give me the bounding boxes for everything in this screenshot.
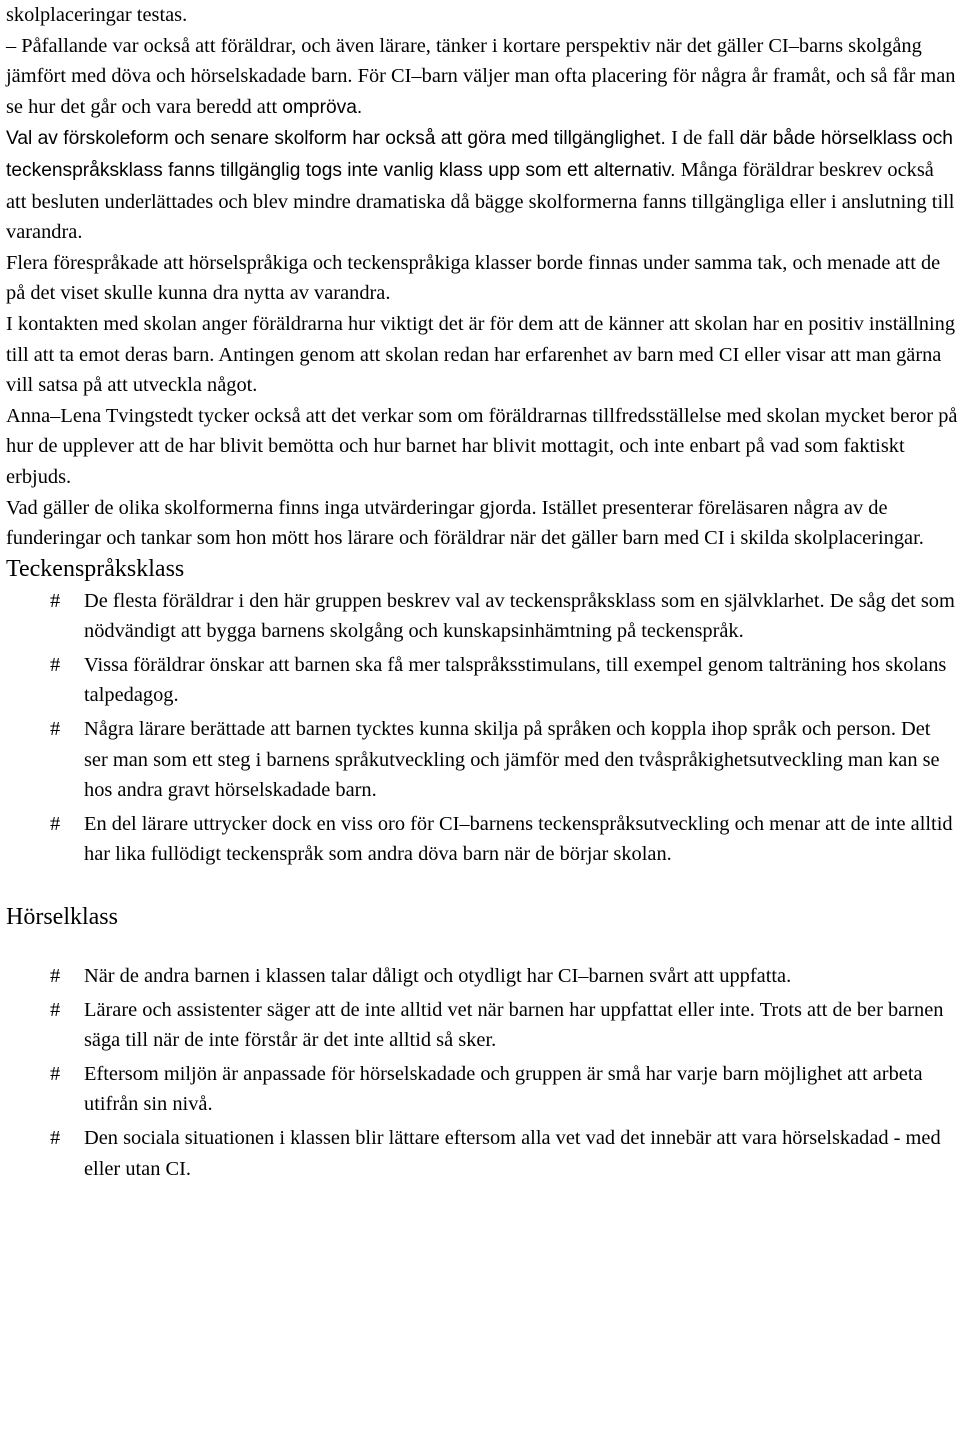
text-segment: ompröva. <box>282 96 363 118</box>
bullet-list-teckensprakklass <box>6 586 958 870</box>
section-heading-horselklass: Hörselklass <box>6 904 118 931</box>
body-text <box>6 0 958 554</box>
bullet-hash-icon: # <box>50 653 61 676</box>
text-segment: I kontakten med skolan anger föräldrarna hur viktigt det är för dem att de känner att skolan har en positiv inställning till att ta emot deras barn. Antingen genom att skolan redan har erfarenhet av barn med CI eller visar att man gärna vill satsa på att utveckla något. <box>6 312 956 397</box>
list-item <box>6 995 958 1056</box>
document-page <box>6 0 958 1187</box>
text-segment: Anna–Lena Tvingstedt tycker också att det verkar som om föräldrarnas tillfredsställelse med skolan mycket beror på hur de upplever att de har blivit bemötta och hur barnet har blivit mottagit, och inte enbart på vad som faktiskt erbjuds. <box>6 404 958 488</box>
bullet-hash-icon: # <box>50 589 61 612</box>
list-item <box>6 1123 958 1184</box>
section-heading-teckensprakklass: Teckenspråksklass <box>6 555 185 582</box>
paragraph <box>6 401 958 493</box>
bullet-hash-icon: # <box>50 1062 61 1085</box>
bullet-hash-icon: # <box>50 998 61 1021</box>
list-item <box>6 650 958 711</box>
paragraph <box>6 123 958 247</box>
bullet-list-horselklass <box>6 961 958 1184</box>
list-item-text: Eftersom miljön är anpassade för hörselskadade och gruppen är små har varje barn möjlighet att arbeta utifrån sin nivå. <box>84 1062 923 1116</box>
list-item-text: När de andra barnen i klassen talar dåligt och otydligt har CI–barnen svårt att uppfatta. <box>84 965 792 988</box>
paragraph <box>6 309 958 401</box>
list-item-text: Några lärare berättade att barnen tycktes kunna skilja på språken och koppla ihop språk och person. Det ser man som ett steg i barnens språkutveckling och jämför med den tvåspråkighetsutveckling man kan se hos andra gravt hörselskadade barn. <box>84 718 940 802</box>
bullet-hash-icon: # <box>50 718 61 741</box>
list-item-text: Lärare och assistenter säger att de inte alltid vet när barnen har uppfattat eller inte. Trots att de ber barnen säga till när de inte förstår är det inte alltid så sker. <box>84 998 944 1052</box>
text-segment: Vad gäller de olika skolformerna finns inga utvärderingar gjorda. Istället presenterar föreläsaren några av de funderingar och tankar som hon mött hos lärare och föräldrar när det gäller barn med CI i skilda skolplaceringar. <box>6 496 924 550</box>
bullet-hash-icon: # <box>50 1127 61 1149</box>
text-segment: skolplaceringar testas. <box>6 4 188 26</box>
list-item <box>6 586 958 647</box>
list-item <box>6 1059 958 1120</box>
text-segment: – Påfallande var också att föräldrar, och även lärare, tänker i kortare perspektiv när det gäller CI–barns skolgång jämfört med döva och hörselskadade barn. För CI–barn väljer man ofta placering för några år framåt, och så får man se hur det går och vara beredd att <box>6 34 956 118</box>
list-item-text: En del lärare uttrycker dock en viss oro för CI–barnens teckenspråksutveckling och menar att de inte alltid har lika fullödigt teckenspråk som andra döva barn när de börjar skolan. <box>84 812 953 866</box>
text-segment: Flera förespråkade att hörselspråkiga och teckenspråkiga klasser borde finnas under samma tak, och menade att de på det viset skulle kunna dra nytta av varandra. <box>6 251 941 305</box>
list-item-text: Den sociala situationen i klassen blir lättare eftersom alla vet vad det innebär att vara hörselskadad - med eller utan CI. <box>84 1127 941 1180</box>
paragraph <box>6 493 958 554</box>
list-item-text: De flesta föräldrar i den här gruppen beskrev val av teckenspråksklass som en självklarhet. De såg det som nödvändigt att bygga barnens skolgång och kunskapsinhämtning på teckenspråk. <box>84 589 955 643</box>
list-item <box>6 961 958 992</box>
paragraph <box>6 248 958 309</box>
text-segment: där både hörselklass och teckenspråksklass fanns tillgänglig togs inte vanlig klass upp som ett alternativ. <box>6 128 953 181</box>
bullet-hash-icon: # <box>50 812 61 835</box>
list-item <box>6 809 958 870</box>
text-segment: Många föräldrar beskrev också att besluten underlättades och blev mindre dramatiska då bägge skolformerna fanns tillgängliga eller i anslutning till varandra. <box>6 158 955 244</box>
list-item-text: Vissa föräldrar önskar att barnen ska få mer talspråksstimulans, till exempel genom talträning hos skolans talpedagog. <box>84 653 947 707</box>
bullet-hash-icon: # <box>50 965 61 988</box>
paragraph <box>6 0 958 31</box>
paragraph <box>6 31 958 124</box>
text-segment: I de fall <box>671 127 740 150</box>
list-item <box>6 714 958 806</box>
text-segment: Val av förskoleform och senare skolform har också att göra med tillgänglighet. <box>6 128 672 150</box>
